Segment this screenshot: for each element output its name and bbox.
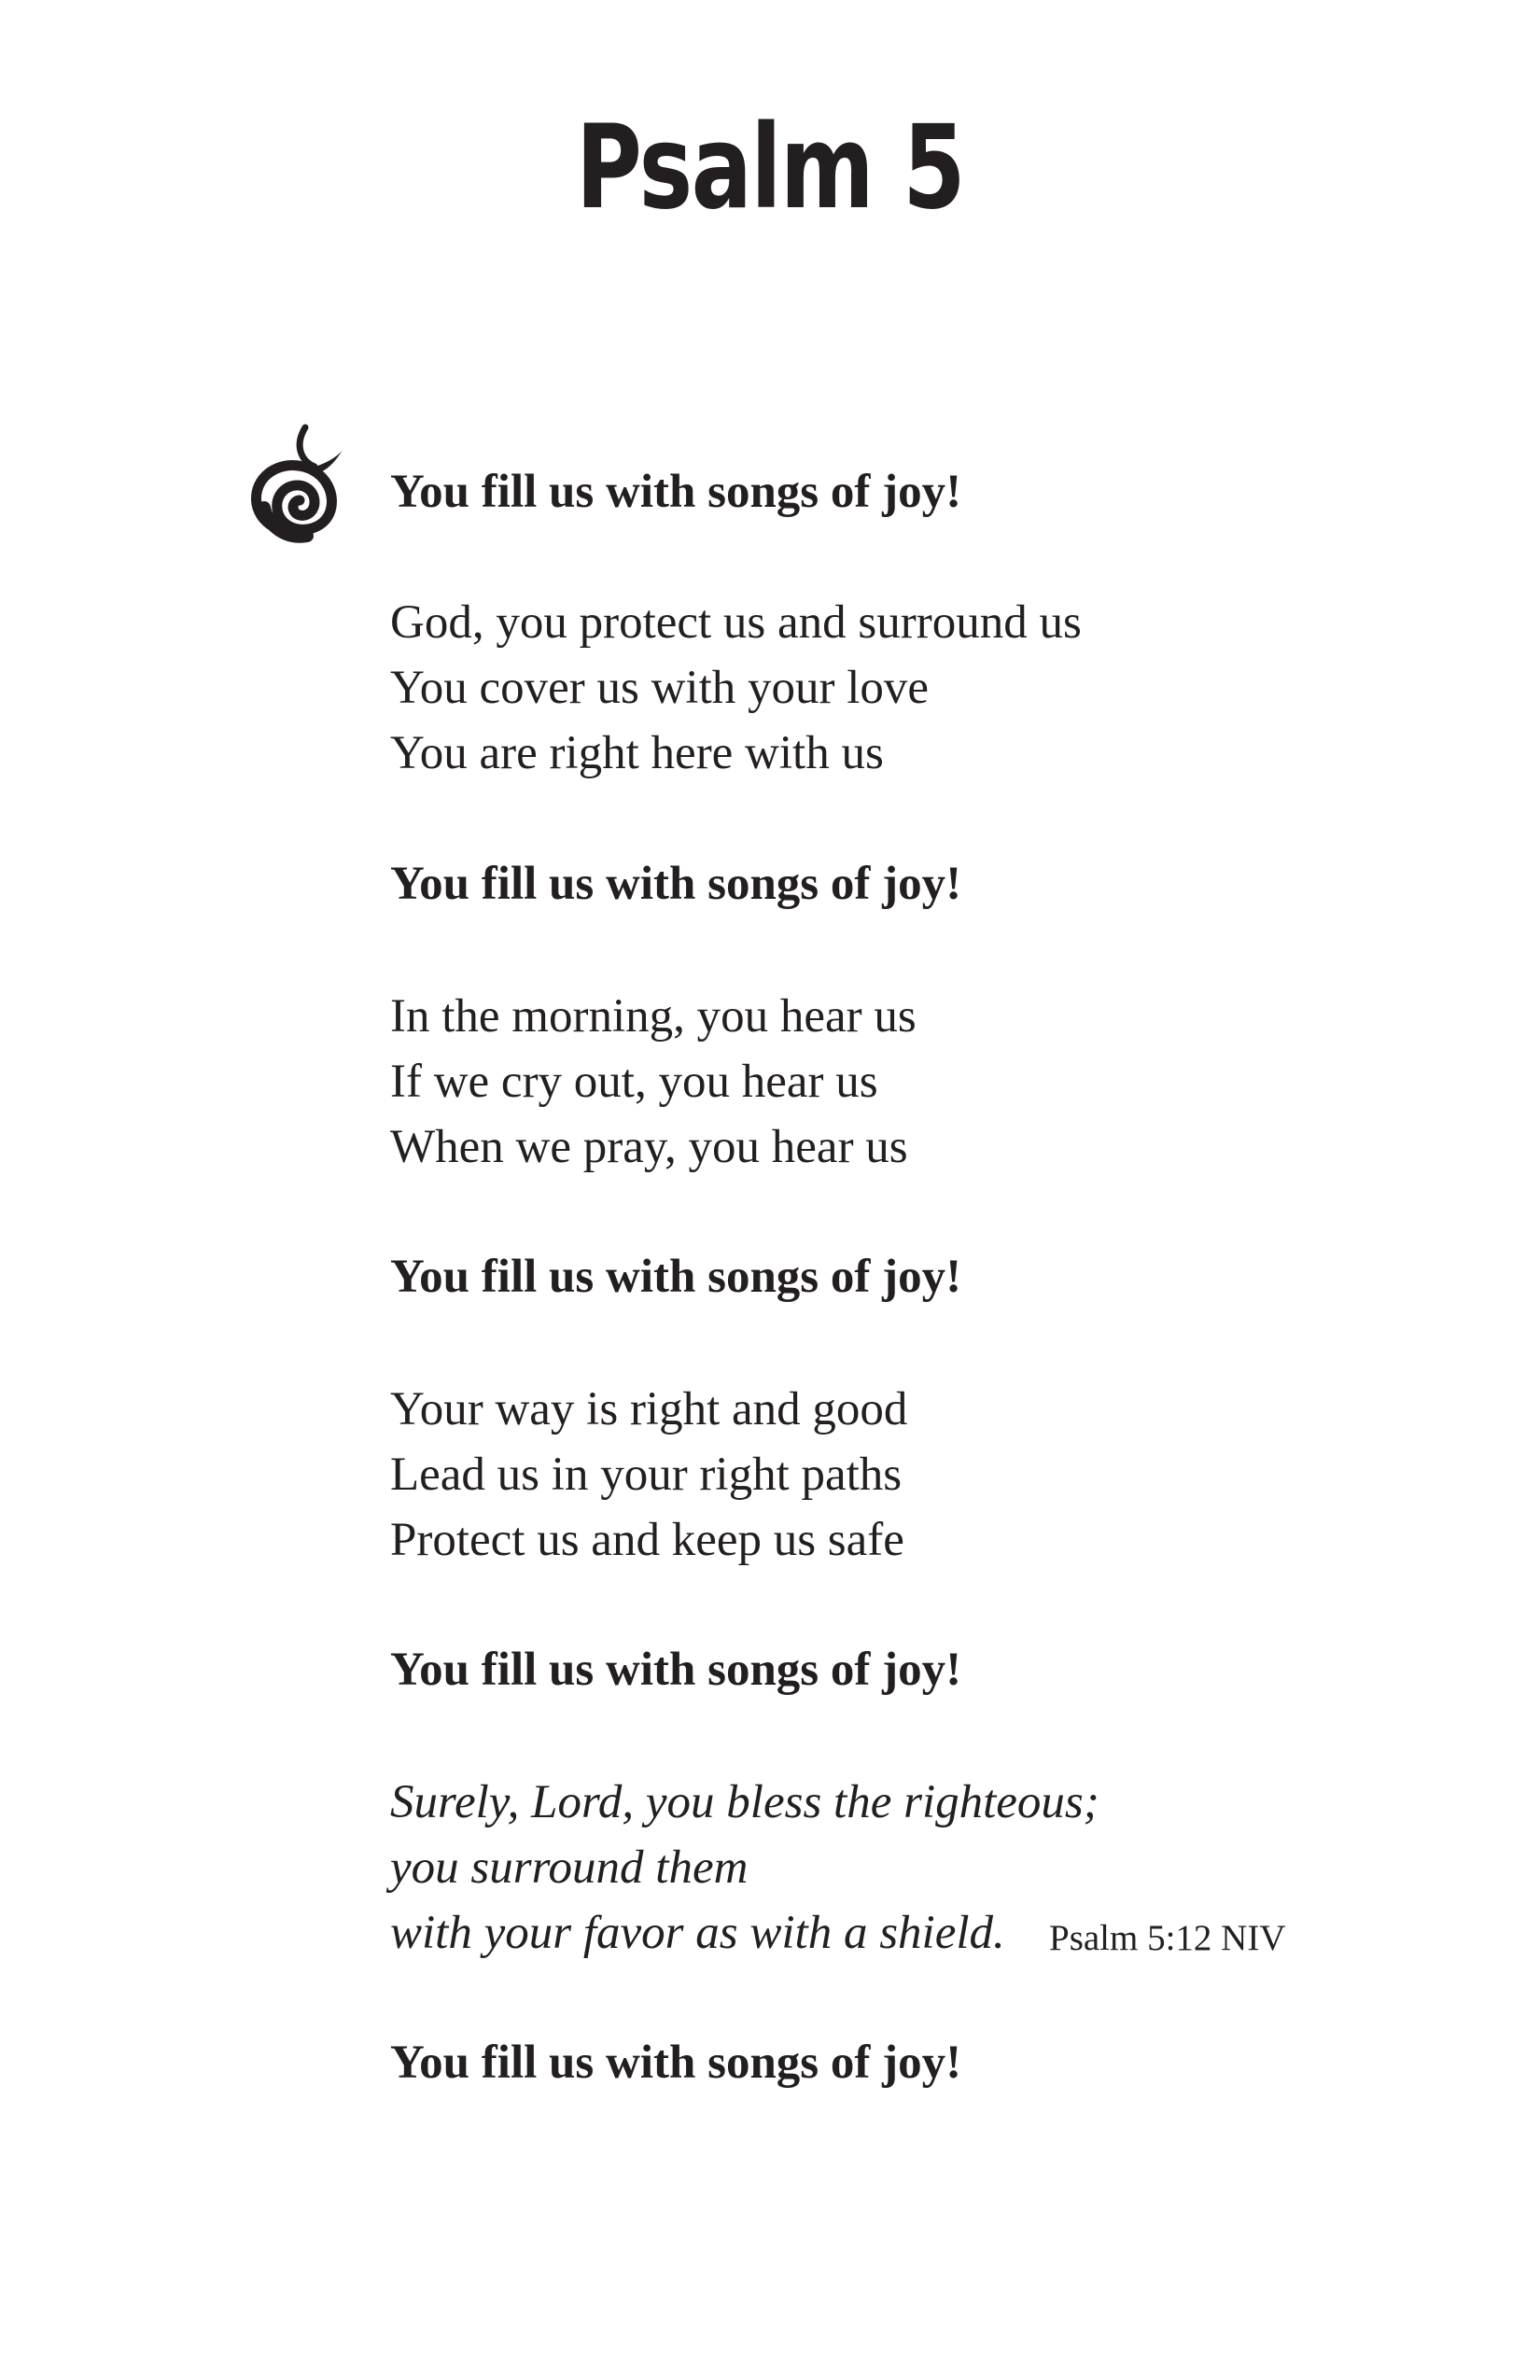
verse-line: If we cry out, you hear us xyxy=(390,1056,878,1108)
page-title: Psalm 5 xyxy=(575,101,965,235)
verse-line: Lead us in your right paths xyxy=(390,1449,903,1501)
scripture-citation: Psalm 5:12 NIV xyxy=(1049,1918,1286,1958)
swirl-icon xyxy=(245,418,350,554)
verse-line: In the morning, you hear us xyxy=(390,990,917,1043)
scripture-line: you surround them xyxy=(390,1841,749,1894)
refrain-line: You fill us with songs of joy! xyxy=(390,2037,962,2089)
refrain-line: You fill us with songs of joy! xyxy=(390,858,962,910)
verse-line: Your way is right and good xyxy=(390,1383,908,1435)
refrain-line: You fill us with songs of joy! xyxy=(390,466,962,518)
verse-line: Protect us and keep us safe xyxy=(390,1514,904,1566)
verse-line: God, you protect us and surround us xyxy=(390,596,1082,649)
verse-line: You are right here with us xyxy=(390,727,884,779)
verse-line: You cover us with your love xyxy=(390,662,930,714)
verse-line: When we pray, you hear us xyxy=(390,1121,908,1173)
refrain-line: You fill us with songs of joy! xyxy=(390,1644,962,1696)
refrain-line: You fill us with songs of joy! xyxy=(390,1251,962,1303)
scripture-line: with your favor as with a shield. xyxy=(390,1907,1005,1959)
scripture-line: Surely, Lord, you bless the righteous; xyxy=(390,1776,1099,1828)
